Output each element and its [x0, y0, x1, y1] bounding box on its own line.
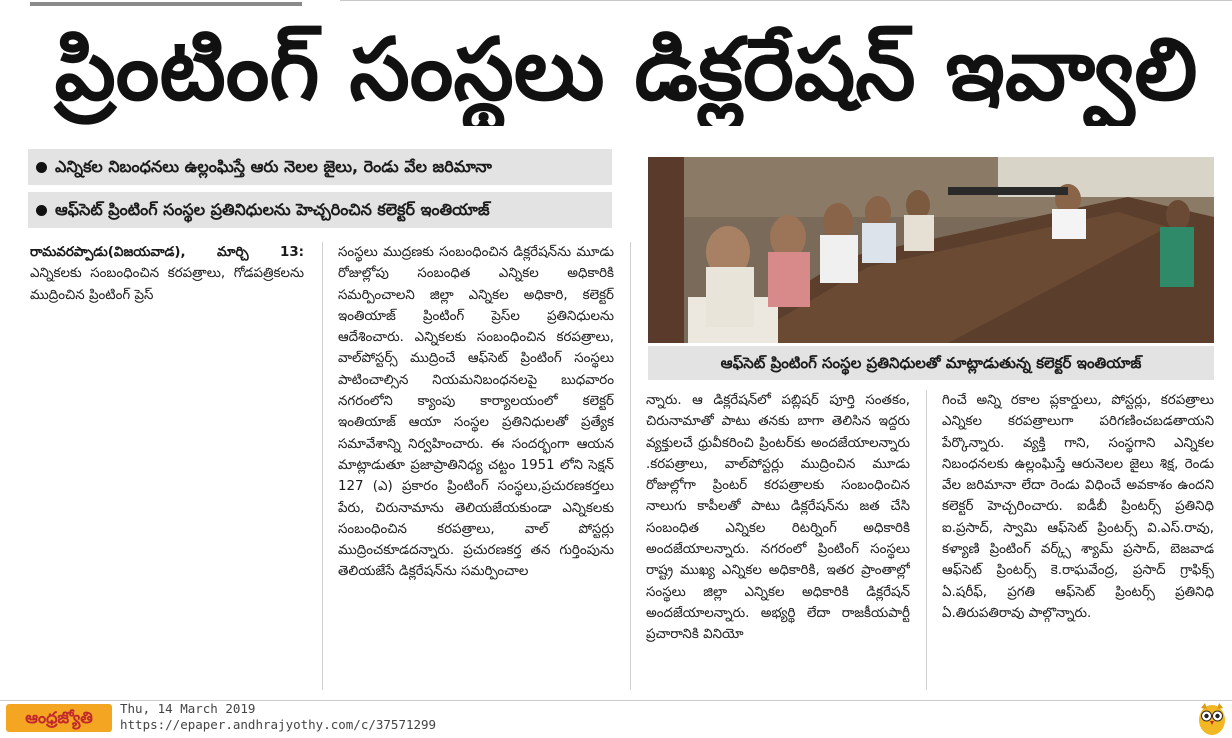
subheading-2-text: ఆఫ్‌సెట్ ప్రింటింగ్ సంస్థల ప్రతినిధులను హెచ్చరించిన కలెక్టర్ ఇంతియాజ్	[55, 200, 490, 219]
column-3-text: న్నారు. ఆ డిక్లరేషన్‌లో పబ్లిషర్ పూర్తి సంతకం, చిరునామాతో పాటు తనకు బాగా తెలిసిన ఇద్దరు వ్యక్తులచే ధ్రువీకరించి ప్రింటర్‌కు అందజేయాలన్నారు .కరపత్రాలు, వాల్‌పోస్టర్లు ముద్రించిన మూడు రోజుల్లోగా ప్రింటర్ కరపత్రాలకు సంబంధించిన నాలుగు కాపీలతో పాటు డిక్లరేషన్‌ను జత చేసి సంబంధిత ఎన్నికల రిటర్నింగ్ అధికారికి అందజేయాలన్నారు. నగరంలో ప్రింటింగ్ సంస్థలు రాష్ట్ర ముఖ్య ఎన్నికల అధికారికి, ఇతర ప్రాంతాల్లో సంస్థలు జిల్లా ఎన్నికల అధికారికి డిక్లరేషన్ అందజేయాలన్నారు. అభ్యర్థి లేదా రాజకీయపార్టీ ప్రచారానికి వినియో	[646, 393, 910, 643]
epaper-link[interactable]: https://epaper.andhrajyothy.com/c/37571299	[120, 717, 437, 732]
meeting-photo-image	[648, 157, 1214, 343]
article-column-1	[30, 242, 304, 312]
article-column-4	[942, 390, 1214, 690]
edition-date: Thu, 14 March 2019	[120, 701, 256, 716]
photo-caption: ఆఫ్‌సెట్ ప్రింటింగ్ సంస్థల ప్రతినిధులతో మాట్లాడుతున్న కలెక్టర్ ఇంతియాజ్	[648, 346, 1214, 380]
bullet-icon	[36, 162, 47, 173]
article-dateline: రామవరప్పాడు(విజయవాడ), మార్చి 13:	[30, 245, 304, 260]
article-column-2	[338, 242, 614, 690]
article-headline: ప్రింటింగ్ సంస్థలు డిక్లరేషన్ ఇవ్వాలి	[54, 20, 1198, 120]
column-1-text: ఎన్నికలకు సంబంధించిన కరపత్రాలు, గోడపత్రికలను ముద్రించిన ప్రింటింగ్ ప్రెస్	[30, 266, 304, 303]
owl-icon	[1196, 700, 1228, 736]
andhrajyothy-logo[interactable]: ఆంధ్రజ్యోతి	[6, 704, 112, 732]
subheading-1-text: ఎన్నికల నిబంధనలు ఉల్లంఘిస్తే ఆరు నెలల జైలు, రెండు వేల జరిమానా	[55, 157, 492, 176]
column-4-text: గించే అన్ని రకాల ప్లకార్డులు, పోస్టర్లు, కరపత్రాలు ఎన్నికల కరపత్రాలుగా పరిగణించబడతాయని పేర్కొన్నారు. వ్యక్తి గాని, సంస్థగాని ఎన్నికల నిబంధనలకు ఉల్లంఘిస్తే ఆరునెలల జైలు శిక్ష, రెండు వేల జరిమానా లేదా రెండు విధించే అవకాశం ఉందని కలెక్టర్ హెచ్చరించారు. ఐడీబీ ప్రింటర్స్ ప్రతినిధి ఐ.ప్రసాద్, స్వామి ఆఫ్‌సెట్ ప్రింటర్స్ వి.ఎస్.రావు, కళ్యాణి ప్రింటింగ్ వర్క్స్ శ్యామ్ ప్రసాద్, బెజవాడ ఆఫ్‌సెట్ ప్రింటర్స్ కె.రాఘవేంద్ర, ప్రసాద్ గ్రాఫిక్స్ ఏ.షరీఫ్, ప్రగతి ఆఫ్‌సెట్ ప్రింటర్స్ ప్రతినిధి ఏ.తిరుపతిరావు పాల్గొన్నారు.	[942, 393, 1214, 621]
top-rule-left	[30, 2, 302, 6]
top-rule-right	[340, 0, 1232, 1]
subheading-2	[28, 192, 612, 228]
column-2-text: సంస్థలు ముద్రణకు సంబంధించిన డిక్లరేషన్‌ను మూడు రోజుల్లోపు సంబంధిత ఎన్నికల అధికారికి సమర్పించాలని జిల్లా ఎన్నికల అధికారి, కలెక్టర్ ఇంతియాజ్ ప్రింటింగ్ ప్రెస్‌ల ప్రతినిధులను ఆదేశించారు. ఎన్నికలకు సంబంధించిన కరపత్రాలు, వాల్‌పోస్టర్స్ ముద్రించే ఆఫ్‌సెట్ ప్రింటింగ్ సంస్థలు పాటించాల్సిన నియమనిబంధనలపై బుధవారం నగరంలోని క్యాంపు కార్యాలయంలో కలెక్టర్ ఇంతియాజ్ ఆయా సంస్థల ప్రతినిధులతో ప్రత్యేక సమావేశాన్ని నిర్వహించారు. ఈ సందర్భంగా ఆయన మాట్లాడుతూ ప్రజాప్రాతినిధ్య చట్టం 1951 లోని సెక్షన్ 127 (ఎ) ప్రకారం ప్రింటింగ్ సంస్థలు,ప్రచురణకర్తలు పేరు, చిరునామాను తెలియజేయకుండా ఎన్నికలకు సంబంధించిన కరపత్రాలు, వాల్ పోస్టర్లు ముద్రించకూడదన్నారు. ప్రచురణకర్త తన గుర్తింపును తెలియజేసే డిక్లరేషన్‌ను సమర్పించాల	[338, 245, 614, 580]
column-divider	[926, 390, 927, 690]
article-column-3	[646, 390, 910, 690]
bullet-icon	[36, 205, 47, 216]
subheading-1	[28, 149, 612, 185]
meeting-photo	[648, 157, 1214, 343]
column-divider	[630, 242, 631, 690]
column-divider	[322, 242, 323, 690]
